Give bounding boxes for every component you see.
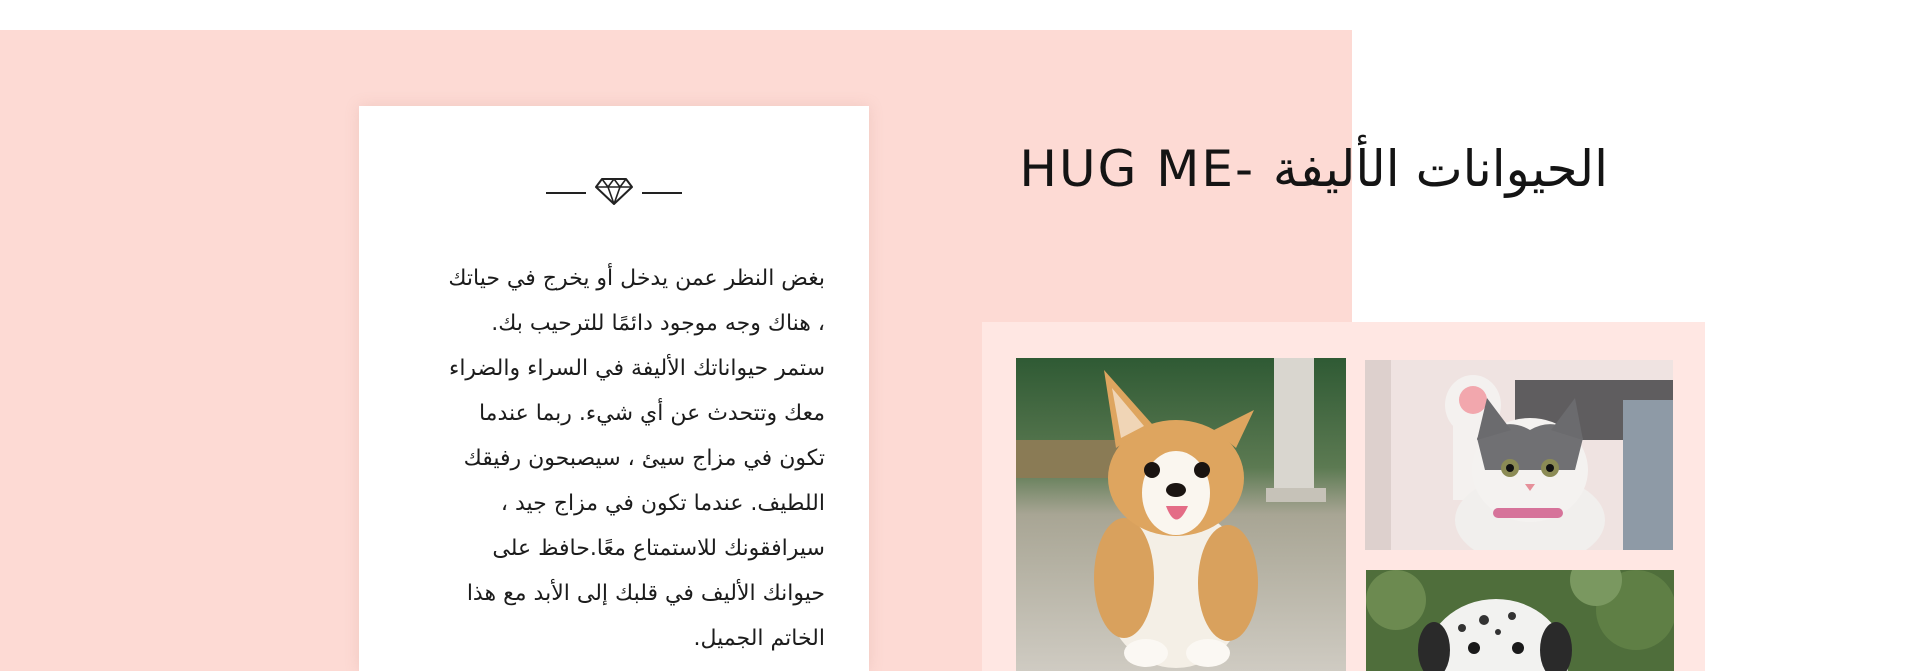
- description-line: ، هناك وجه موجود دائمًا للترحيب بك.: [491, 311, 825, 336]
- description-line: ستمر حيواناتك الأليفة في السراء والضراء: [448, 356, 825, 381]
- description-text: [385, 256, 825, 661]
- description-line: بغض النظر عمن يدخل أو يخرج في حياتك: [448, 266, 825, 291]
- diamond-icon: [594, 176, 634, 210]
- description-line: تكون في مزاج سيئ ، سيصبحون رفيقك: [463, 446, 825, 471]
- description-line: الخاتم الجميل.: [693, 626, 825, 651]
- dalmatian-puppy-photo: [1366, 570, 1674, 671]
- page-title: HUG ME- الحيوانات الأليفة: [1019, 140, 1608, 198]
- description-line: اللطيف. عندما تكون في مزاج جيد ،: [500, 491, 825, 516]
- pet-photo-gallery: [982, 322, 1705, 671]
- description-card: [359, 106, 869, 671]
- ornament-line-left: [546, 192, 586, 194]
- corgi-puppy-photo: [1016, 358, 1346, 671]
- ornament-divider: [359, 176, 869, 210]
- description-line: حيوانك الأليف في قلبك إلى الأبد مع هذا: [466, 581, 825, 606]
- description-line: معك وتتحدث عن أي شيء. ربما عندما: [478, 401, 825, 426]
- kitten-photo: [1365, 360, 1673, 550]
- ornament-line-right: [642, 192, 682, 194]
- description-line: سيرافقونك للاستمتاع معًا.حافظ على: [492, 536, 825, 561]
